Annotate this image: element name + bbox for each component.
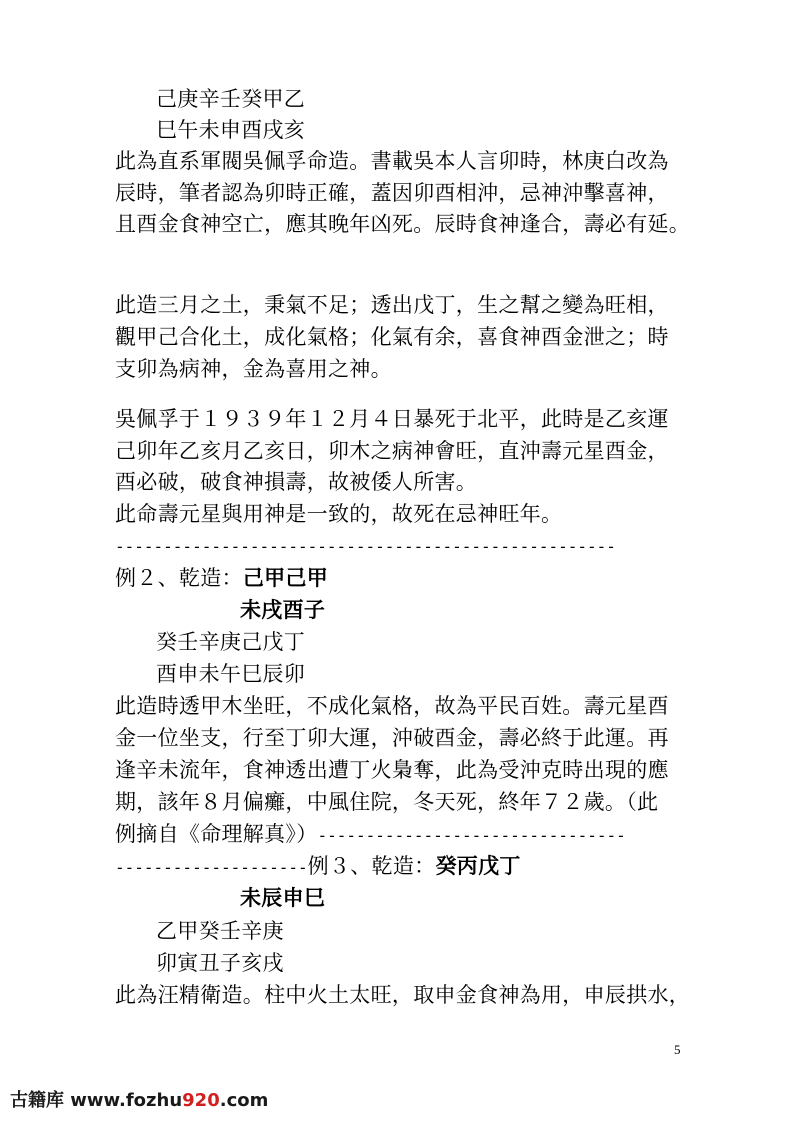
watermark-number: 920 xyxy=(182,1090,220,1111)
section-divider: ---------------------------------------------------- xyxy=(115,537,616,556)
pillar-stems: 己甲己甲 xyxy=(242,566,329,590)
source-citation: 例摘自《命理解真》） xyxy=(115,822,318,846)
pillar-branches: 未戌酉子 xyxy=(240,598,326,622)
paragraph-line: 期，該年８月偏癱，中風住院，冬天死，終年７２歲。（此 xyxy=(115,790,659,814)
pillar-stems: 癸丙戊丁 xyxy=(435,854,521,878)
paragraph-line: 且酉金食神空亡，應其晚年凶死。辰時食神逢合，壽必有延。 xyxy=(115,212,691,236)
watermark-prefix: 古籍库 www.fozhu xyxy=(10,1090,183,1111)
inline-divider: -------------------------------- xyxy=(317,826,626,845)
ex3-luck-stems: 乙甲癸壬辛庚 xyxy=(156,919,284,943)
paragraph-line: 逢辛未流年，食神透出遭丁火梟奪，此為受沖克時出現的應 xyxy=(115,758,669,782)
paragraph-line: 酉必破，破食神損壽，故被倭人所害。 xyxy=(115,470,478,494)
paragraph-line: 吳佩孚于１９３９年１２月４日暴死于北平，此時是乙亥運 xyxy=(115,407,669,431)
inline-divider: -------------------- xyxy=(115,858,308,877)
example-label: 例２、乾造： xyxy=(115,566,243,590)
example-2-header xyxy=(115,565,328,591)
paragraph-line: 辰時，筆者認為卯時正確，蓋因卯酉相沖，忌神沖擊喜神， xyxy=(115,181,669,205)
paragraph-line: 此造三月之土，秉氣不足；透出戊丁，生之幫之變為旺相， xyxy=(115,293,669,317)
pillar-branches: 未辰申巳 xyxy=(240,886,326,910)
ex2-luck-branches: 酉申未午巳辰卯 xyxy=(156,662,306,686)
ex1-luck-branches: 巳午未申酉戌亥 xyxy=(156,118,306,142)
site-watermark xyxy=(10,1086,268,1112)
paragraph-line-with-divider xyxy=(115,821,626,849)
watermark-suffix: .com xyxy=(219,1090,269,1111)
page-number: 5 xyxy=(674,1042,681,1057)
paragraph-line: 此命壽元星與用神是一致的，故死在忌神旺年。 xyxy=(115,502,563,526)
paragraph-line: 支卯為病神，金為喜用之神。 xyxy=(115,357,392,381)
paragraph-line: 此為汪精衛造。柱中火土太旺，取申金食神為用，申辰拱水， xyxy=(115,983,691,1007)
example-3-header xyxy=(115,853,521,881)
paragraph-line: 此為直系軍閥吳佩孚命造。書載吳本人言卯時，林庚白改為 xyxy=(115,149,669,173)
example-label: 例３、乾造： xyxy=(307,854,436,878)
paragraph-line: 金一位坐支，行至丁卯大運，沖破酉金，壽必終于此運。再 xyxy=(115,726,669,750)
ex1-luck-stems: 己庚辛壬癸甲乙 xyxy=(156,87,306,111)
paragraph-line: 此造時透甲木坐旺，不成化氣格，故為平民百姓。壽元星酉 xyxy=(115,694,669,718)
ex3-luck-branches: 卯寅丑子亥戌 xyxy=(156,951,284,975)
paragraph-line: 觀甲己合化土，成化氣格；化氣有余，喜食神酉金泄之；時 xyxy=(115,325,669,349)
ex2-luck-stems: 癸壬辛庚己戊丁 xyxy=(156,630,306,654)
paragraph-line: 己卯年乙亥月乙亥日，卯木之病神會旺，直沖壽元星酉金， xyxy=(115,439,669,463)
